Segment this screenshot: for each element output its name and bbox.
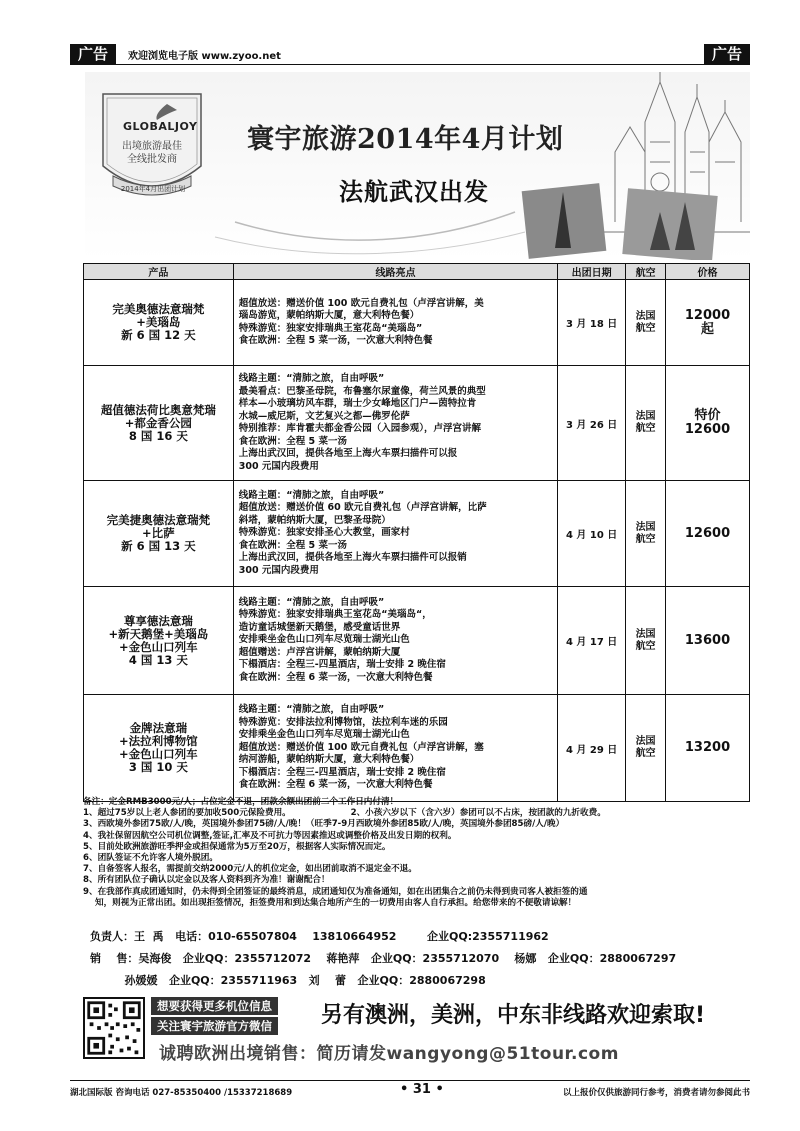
airline-name: 航空 xyxy=(635,640,656,652)
highlight-line: 特殊游览：独家安排瑞典王室花岛“美瑙岛” xyxy=(238,322,423,334)
contact-manager: 负责人：王 禹 电话：010-65507804 13810664952 企业QQ:2355711962 xyxy=(90,930,549,943)
highlight-line: 下榻酒店：全程三-四星酒店，瑞士安排 2 晚住宿 xyxy=(238,659,446,671)
column-header-date: 出团日期 xyxy=(558,264,626,280)
product-name: +金色山口列车 xyxy=(119,747,198,761)
highlights-cell xyxy=(233,280,557,366)
product-name: 完美奥德法意瑞梵 xyxy=(112,302,205,316)
airline-cell xyxy=(626,587,666,695)
product-cell xyxy=(84,587,234,695)
highlight-line: 特别推荐：库肯霍夫都金香公园（入园参观），卢浮宫讲解 xyxy=(238,423,482,434)
price-value: 13200 xyxy=(684,740,731,755)
product-name: +都金香公园 xyxy=(124,415,192,430)
footer-divider xyxy=(70,1080,750,1081)
highlight-line: 水城—威尼斯，文艺复兴之都—佛罗伦萨 xyxy=(238,410,410,422)
airline-name: 航空 xyxy=(635,748,656,759)
airline-cell xyxy=(626,366,666,481)
departure-date: 4 月 10 日 xyxy=(558,481,626,587)
promo-headline: 另有澳洲，美洲，中东非线路欢迎索取! xyxy=(321,1003,706,1028)
remark-line: 备注：定金RMB3000元/人；占位定金不退，团款余额出团前二个工作日内付清！ xyxy=(83,797,399,807)
highlight-line: 线路主题：“清肺之旅，自由呼吸” xyxy=(238,704,385,716)
page-subtitle: 法航武汉出发 xyxy=(339,178,489,206)
remark-line: 5、目前处欧洲旅游旺季押金或担保通常为5万至20万，根据客人实际情况而定。 xyxy=(83,841,391,852)
airline-name: 法国 xyxy=(635,736,656,747)
highlight-line: 安排乘坐金色山口列车尽览瑞士湖光山色 xyxy=(238,729,410,741)
contact-sales: 销 售：吴海俊 企业QQ：2355712072 蒋艳萍 企业QQ：2355712070 杨娜 企业QQ：2880067297 xyxy=(90,952,677,965)
remark-line: 知，则视为正常出团。如出现拒签情况，拒签费用和到达集合地所产生的一切费用由客人自行承担。给您带来的不便敬请谅解！ xyxy=(83,897,577,908)
product-name: 尊享德法意瑞 xyxy=(123,613,193,628)
highlight-line: 安排乘坐金色山口列车尽览瑞士湖光山色 xyxy=(238,634,410,646)
highlight-line: 特殊游览：安排法拉利博物馆，法拉利车迷的乐园 xyxy=(238,716,448,728)
price-value: 12600 xyxy=(684,422,731,437)
price-cell xyxy=(666,695,750,802)
highlight-line: 食在欧洲：全程 5 菜一汤 xyxy=(238,435,347,447)
table-row[interactable] xyxy=(84,280,750,366)
product-name: 超值德法荷比奥意梵瑞 xyxy=(100,402,216,417)
product-name: +法拉利博物馆 xyxy=(119,734,198,748)
footer-edition-contact: 湖北国际版 咨询电话 027-85350400 /15337218689 xyxy=(70,1088,293,1098)
price-suffix: 起 xyxy=(701,321,715,337)
product-name: 金牌法意瑞 xyxy=(129,721,188,735)
price-cell xyxy=(666,587,750,695)
price-tag: 特价 xyxy=(694,408,721,423)
recruitment-notice[interactable]: 诚聘欧洲出境销售：简历请发wangyong@51tour.com xyxy=(159,1044,619,1064)
product-name: +金色山口列车 xyxy=(119,639,198,654)
product-name: +比萨 xyxy=(142,526,175,540)
departure-date: 4 月 17 日 xyxy=(558,587,626,695)
column-header-price: 价格 xyxy=(666,264,750,280)
highlight-line: 样本—小玻璃坊风车群，瑞士少女峰地区门户—茵特拉肯 xyxy=(238,398,477,409)
contact-section xyxy=(90,926,750,992)
company-logo-badge xyxy=(93,86,211,206)
highlight-line: 斜塔，蒙帕纳斯大厦，巴黎圣母院） xyxy=(238,514,391,526)
airline-cell xyxy=(626,481,666,587)
airline-name: 法国 xyxy=(635,310,656,322)
table-row[interactable] xyxy=(84,481,750,587)
promo-banner xyxy=(83,993,750,1065)
departure-date: 4 月 29 日 xyxy=(558,695,626,802)
product-name: 8 国 16 天 xyxy=(128,428,188,443)
logo-brand-text: GLOBALJOY xyxy=(123,120,198,133)
airline-cell xyxy=(626,695,666,802)
logo-slogan-line-2: 全线批发商 xyxy=(127,154,177,165)
highlight-line: 食在欧洲：全程 6 菜一汤，一次意大利特色餐 xyxy=(238,779,433,791)
highlight-line: 纳河游船，蒙帕纳斯大厦，意大利特色餐） xyxy=(238,754,420,766)
top-divider xyxy=(70,64,750,65)
highlight-line: 300 元国内段费用 xyxy=(238,564,319,576)
product-name: 新 6 国 12 天 xyxy=(121,328,196,342)
remark-line: 4、我社保留因航空公司机位调整,签证,汇率及不可抗力等因素推迟或调整价格及出发日期的权利。 xyxy=(83,830,457,841)
product-name: +美瑙岛 xyxy=(136,315,181,329)
contact-sales: 孙媛媛 企业QQ：2355711963 刘 蕾 企业QQ：2880067298 xyxy=(90,974,486,987)
product-name: 3 国 10 天 xyxy=(128,760,188,774)
price-cell xyxy=(666,280,750,366)
hero-banner xyxy=(85,72,750,260)
product-name: +新天鹅堡+美瑙岛 xyxy=(108,626,209,641)
promo-wechat-box-1: 想要获得更多机位信息 xyxy=(151,997,278,1015)
price-value: 12600 xyxy=(684,525,731,541)
product-name: 完美捷奥德法意瑞梵 xyxy=(106,513,211,527)
price-value: 13600 xyxy=(684,632,731,648)
highlight-line: 超值放送：赠送价值 60 欧元自费礼包（卢浮宫讲解，比萨 xyxy=(238,502,487,514)
remark-line: 6、团队签证不允许客人境外脱团。 xyxy=(83,853,218,864)
price-value: 12000 xyxy=(684,307,731,323)
highlight-line: 特殊游览：独家安排瑞典王室花岛“美瑙岛“， xyxy=(238,609,432,621)
table-row[interactable] xyxy=(84,587,750,695)
highlight-line: 线路主题：“清肺之旅，自由呼吸” xyxy=(238,596,385,608)
promo-wechat-box-2: 关注寰宇旅游官方微信 xyxy=(151,1017,278,1035)
logo-plan-ribbon: 2014年4月出团计划 xyxy=(120,185,186,193)
page-number: • 31 • xyxy=(400,1082,444,1097)
highlight-line: 食在欧洲：全程 6 菜一汤，一次意大利特色餐 xyxy=(238,671,433,683)
table-row[interactable] xyxy=(84,366,750,481)
remark-line: 8、所有团队位子确认以定金以及客人资料到齐为准！谢谢配合！ xyxy=(83,875,330,886)
departure-date: 3 月 26 日 xyxy=(558,366,626,481)
airline-cell xyxy=(626,280,666,366)
highlight-line: 超值赠送：卢浮宫讲解，蒙帕纳斯大厦 xyxy=(238,646,401,658)
price-cell xyxy=(666,481,750,587)
page-footer xyxy=(70,1084,750,1100)
table-header-row xyxy=(84,264,750,280)
qr-code-icon[interactable] xyxy=(83,997,145,1059)
airline-name: 航空 xyxy=(635,322,656,334)
highlight-line: 线路主题：“清肺之旅，自由呼吸” xyxy=(238,373,385,384)
highlight-line: 特殊游览：独家安排圣心大教堂，画家村 xyxy=(238,527,410,539)
column-header-airline: 航空 xyxy=(626,264,666,280)
airline-name: 法国 xyxy=(635,411,656,422)
highlights-cell xyxy=(233,481,557,587)
airline-name: 航空 xyxy=(635,423,656,434)
ad-label-left: 广告 xyxy=(70,44,116,64)
price-cell xyxy=(666,366,750,481)
highlight-line: 超值放送：赠送价值 100 欧元自费礼包（卢浮宫讲解，美 xyxy=(238,297,484,309)
remark-line: 3、西欧境外参团75欧/人/晚，英国境外参团75磅/人/晚！（旺季7-9月西欧境外参团85欧/人/晚，英国境外参团85磅/人/晚） xyxy=(83,819,565,830)
highlight-line: 食在欧洲：全程 5 菜一汤 xyxy=(238,539,347,551)
remarks-section xyxy=(83,797,750,909)
highlight-line: 瑙岛游览，蒙帕纳斯大厦，意大利特色餐） xyxy=(238,310,420,321)
highlight-line: 造访童话城堡新天鹅堡，感受童话世界 xyxy=(238,621,401,633)
product-cell xyxy=(84,481,234,587)
footer-disclaimer: 以上报价仅供旅游同行参考，消费者请勿参阅此书 xyxy=(562,1088,750,1098)
highlight-line: 上海出武汉回，提供各地至上海火车票扫描件可以报销 xyxy=(238,552,467,564)
top-bar xyxy=(70,44,750,64)
highlights-cell xyxy=(233,695,557,802)
site-url-text[interactable]: 欢迎浏览电子版 www.zyoo.net xyxy=(128,51,281,62)
tour-schedule-table xyxy=(83,263,750,802)
departure-date: 3 月 18 日 xyxy=(558,280,626,366)
airline-name: 法国 xyxy=(635,628,656,640)
highlight-line: 下榻酒店：全程三-四星酒店，瑞士安排 2 晚住宿 xyxy=(238,766,446,778)
product-name: 4 国 13 天 xyxy=(128,652,188,667)
table-row[interactable] xyxy=(84,695,750,802)
product-cell xyxy=(84,280,234,366)
remark-line: 7、自备签客人报名，需提前交纳2000元/人的机位定金，如出团前取消不退定金不退。 xyxy=(83,864,417,875)
remark-line: 1、超过75岁以上老人参团的要加收500元保险费用。 2、小孩六岁以下（含六岁）参团可以不占床，按团款的九折收费。 xyxy=(83,808,606,819)
highlight-line: 超值放送：赠送价值 100 欧元自费礼包（卢浮宫讲解，塞 xyxy=(238,741,484,753)
product-name: 新 6 国 13 天 xyxy=(121,539,196,553)
highlight-line: 最美看点：巴黎圣母院，布鲁塞尔尿童像，荷兰风景的典型 xyxy=(238,385,486,397)
airline-name: 法国 xyxy=(635,521,656,533)
page-title: 寰宇旅游2014年4月计划 xyxy=(247,124,564,155)
column-header-product: 产品 xyxy=(84,264,234,280)
product-cell xyxy=(84,695,234,802)
highlight-line: 线路主题：“清肺之旅，自由呼吸” xyxy=(238,489,385,501)
highlights-cell xyxy=(233,587,557,695)
highlights-cell xyxy=(233,366,557,481)
highlight-line: 食在欧洲：全程 5 菜一汤，一次意大利特色餐 xyxy=(238,335,433,346)
remark-line: 9、在我部作真成团通知时，仍未得到全团签证的最终消息，成团通知仅为准备通知，如在出团集合之前仍未得到贵司客人被拒签的通 xyxy=(83,886,588,897)
highlight-line: 上海出武汉回，提供各地至上海火车票扫描件可以报 xyxy=(238,448,458,459)
highlight-line: 300 元国内段费用 xyxy=(238,460,319,472)
airline-name: 航空 xyxy=(635,533,656,545)
ad-label-right: 广告 xyxy=(704,44,750,64)
column-header-highlights: 线路亮点 xyxy=(233,264,557,280)
logo-slogan xyxy=(107,140,197,166)
logo-slogan-line-1: 出境旅游最佳 xyxy=(122,141,182,152)
product-cell xyxy=(84,366,234,481)
